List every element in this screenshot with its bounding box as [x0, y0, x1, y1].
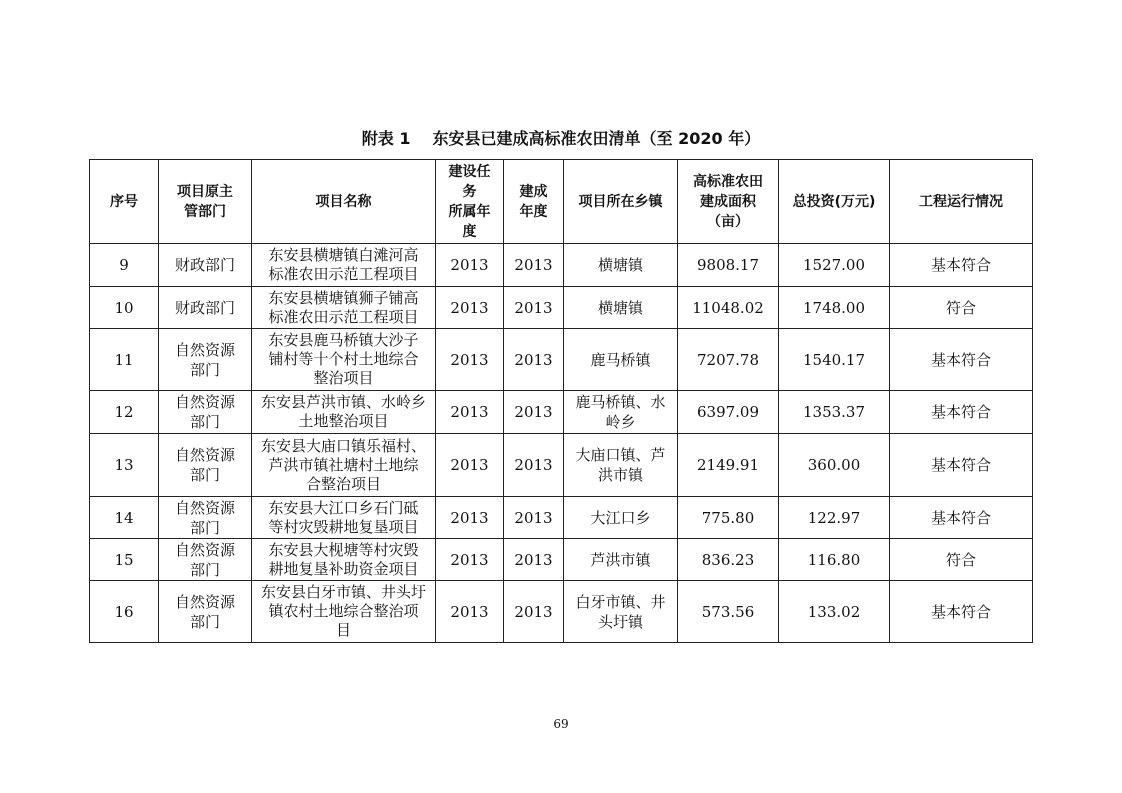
header-row: [90, 160, 1033, 244]
header-town: 项目所在乡镇: [564, 160, 678, 244]
cell-town: 鹿马桥镇: [564, 329, 678, 391]
cell-seq: 10: [90, 287, 159, 329]
cell-invest: 122.97: [779, 497, 890, 539]
header-invest: 总投资(万元): [779, 160, 890, 244]
table-row: [90, 434, 1033, 497]
cell-area: 11048.02: [678, 287, 779, 329]
cell-task-year: 2013: [436, 539, 504, 581]
cell-seq: 9: [90, 244, 159, 287]
cell-status: 基本符合: [890, 391, 1033, 434]
page-number: 69: [553, 717, 569, 731]
cell-status: 基本符合: [890, 329, 1033, 391]
cell-build-year: 2013: [504, 581, 564, 643]
cell-invest: 1540.17: [779, 329, 890, 391]
cell-dept: 财政部门: [159, 287, 252, 329]
table-row: [90, 497, 1033, 539]
cell-dept: 自然资源 部门: [159, 497, 252, 539]
cell-town: 横塘镇: [564, 287, 678, 329]
cell-name: 东安县横塘镇狮子铺高 标准农田示范工程项目: [252, 287, 436, 329]
cell-status: 符合: [890, 539, 1033, 581]
cell-task-year: 2013: [436, 581, 504, 643]
cell-invest: 1353.37: [779, 391, 890, 434]
cell-status: 基本符合: [890, 434, 1033, 497]
cell-task-year: 2013: [436, 287, 504, 329]
cell-task-year: 2013: [436, 244, 504, 287]
cell-seq: 15: [90, 539, 159, 581]
cell-area: 7207.78: [678, 329, 779, 391]
caption-label: 附表 1: [361, 129, 411, 148]
cell-town: 芦洪市镇: [564, 539, 678, 581]
table-row: [90, 244, 1033, 287]
cell-area: 573.56: [678, 581, 779, 643]
cell-name: 东安县横塘镇白滩河高 标准农田示范工程项目: [252, 244, 436, 287]
table-row: [90, 329, 1033, 391]
cell-dept: 财政部门: [159, 244, 252, 287]
header-name: 项目名称: [252, 160, 436, 244]
cell-dept: 自然资源 部门: [159, 539, 252, 581]
farmland-list-table: [89, 159, 1033, 643]
cell-task-year: 2013: [436, 497, 504, 539]
cell-status: 基本符合: [890, 581, 1033, 643]
cell-name: 东安县大庙口镇乐福村、 芦洪市镇社塘村土地综 合整治项目: [252, 434, 436, 497]
cell-seq: 12: [90, 391, 159, 434]
cell-build-year: 2013: [504, 539, 564, 581]
cell-name: 东安县鹿马桥镇大沙子 铺村等十个村土地综合 整治项目: [252, 329, 436, 391]
header-build-year: 建成 年度: [504, 160, 564, 244]
cell-seq: 16: [90, 581, 159, 643]
cell-build-year: 2013: [504, 391, 564, 434]
cell-area: 2149.91: [678, 434, 779, 497]
header-seq: 序号: [90, 160, 159, 244]
cell-build-year: 2013: [504, 329, 564, 391]
cell-build-year: 2013: [504, 434, 564, 497]
table-caption: [0, 127, 1122, 151]
cell-town: 横塘镇: [564, 244, 678, 287]
cell-dept: 自然资源 部门: [159, 391, 252, 434]
cell-town: 白牙市镇、井 头圩镇: [564, 581, 678, 643]
cell-town: 大庙口镇、芦 洪市镇: [564, 434, 678, 497]
cell-seq: 13: [90, 434, 159, 497]
cell-invest: 360.00: [779, 434, 890, 497]
cell-seq: 11: [90, 329, 159, 391]
header-status: 工程运行情况: [890, 160, 1033, 244]
cell-area: 9808.17: [678, 244, 779, 287]
header-dept: 项目原主 管部门: [159, 160, 252, 244]
caption-text: 东安县已建成高标准农田清单（至 2020 年）: [432, 129, 761, 148]
cell-task-year: 2013: [436, 391, 504, 434]
cell-task-year: 2013: [436, 329, 504, 391]
cell-invest: 133.02: [779, 581, 890, 643]
cell-invest: 116.80: [779, 539, 890, 581]
cell-area: 6397.09: [678, 391, 779, 434]
header-task-year: 建设任 务 所属年 度: [436, 160, 504, 244]
cell-status: 基本符合: [890, 497, 1033, 539]
cell-dept: 自然资源 部门: [159, 434, 252, 497]
table-row: [90, 391, 1033, 434]
cell-name: 东安县大枧塘等村灾毁 耕地复垦补助资金项目: [252, 539, 436, 581]
cell-build-year: 2013: [504, 497, 564, 539]
cell-town: 鹿马桥镇、水 岭乡: [564, 391, 678, 434]
cell-town: 大江口乡: [564, 497, 678, 539]
cell-invest: 1748.00: [779, 287, 890, 329]
cell-name: 东安县白牙市镇、井头圩 镇农村土地综合整治项 目: [252, 581, 436, 643]
table-row: [90, 539, 1033, 581]
cell-invest: 1527.00: [779, 244, 890, 287]
cell-dept: 自然资源 部门: [159, 581, 252, 643]
cell-status: 基本符合: [890, 244, 1033, 287]
table-row: [90, 287, 1033, 329]
header-area: 高标准农田 建成面积 （亩）: [678, 160, 779, 244]
cell-build-year: 2013: [504, 287, 564, 329]
cell-name: 东安县芦洪市镇、水岭乡 土地整治项目: [252, 391, 436, 434]
cell-area: 836.23: [678, 539, 779, 581]
cell-seq: 14: [90, 497, 159, 539]
cell-name: 东安县大江口乡石门砥 等村灾毁耕地复垦项目: [252, 497, 436, 539]
cell-task-year: 2013: [436, 434, 504, 497]
cell-status: 符合: [890, 287, 1033, 329]
cell-area: 775.80: [678, 497, 779, 539]
cell-build-year: 2013: [504, 244, 564, 287]
table-row: [90, 581, 1033, 643]
cell-dept: 自然资源 部门: [159, 329, 252, 391]
